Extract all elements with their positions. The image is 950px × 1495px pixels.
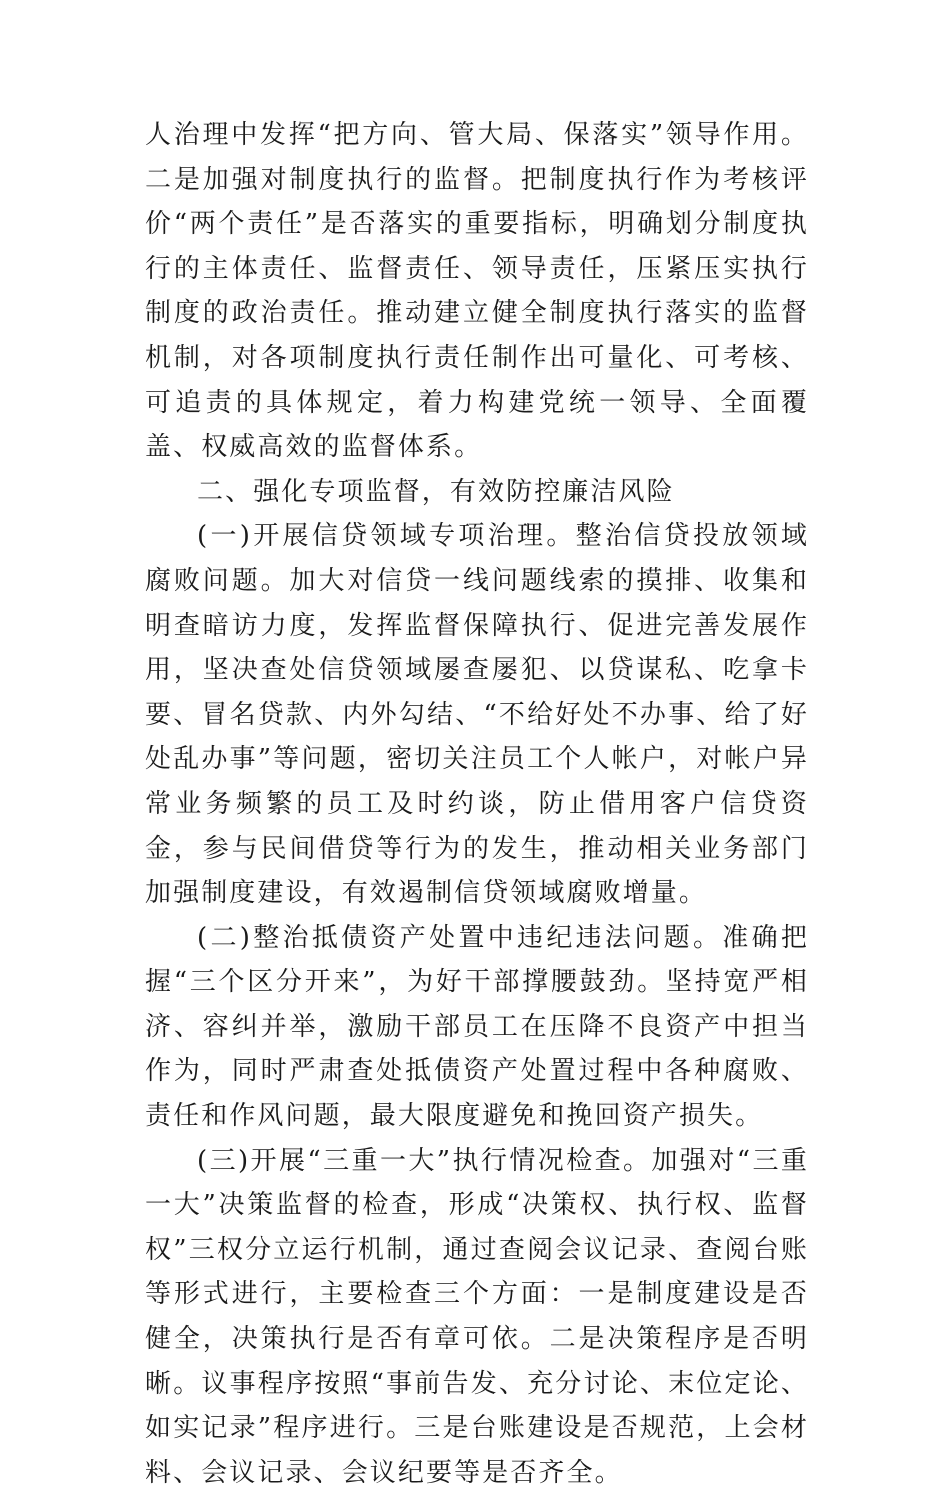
paragraph-item-1: (一)开展信贷领域专项治理。整治信贷投放领域腐败问题。加大对信贷一线问题线索的摸排、收集和明查暗访力度，发挥监督保障执行、促进完善发展作用，坚决查处信贷领域屡查屡犯、以贷谋私、吃拿卡要、冒名贷款、内外勾结、“不给好处不办事、给了好处乱办事”等问题，密切关注员工个人帐户，对帐户异常业务频繁的员工及时约谈，防止借用客户信贷资金，参与民间借贷等行为的发生，推动相关业务部门加强制度建设，有效遏制信贷领域腐败增量。 — [145, 521, 809, 909]
paragraph-continuation: 人治理中发挥“把方向、管大局、保落实”领导作用。二是加强对制度执行的监督。把制度执行作为考核评价“两个责任”是否落实的重要指标，明确划分制度执行的主体责任、监督责任、领导责任，压紧压实执行制度的政治责任。推动建立健全制度执行落实的监督机制，对各项制度执行责任制作出可量化、可考核、可追责的具体规定，着力构建党统一领导、全面覆盖、权威高效的监督体系。 — [145, 120, 809, 463]
document-body — [145, 113, 809, 1495]
paragraph-item-2: (二)整治抵债资产处置中违纪违法问题。准确把握“三个区分开来”，为好干部撑腰鼓劲。坚持宽严相济、容纠并举，激励干部员工在压降不良资产中担当作为，同时严肃查处抵债资产处置过程中各种腐败、责任和作风问题，最大限度避免和挽回资产损失。 — [145, 922, 809, 1132]
paragraph-item-3: (三)开展“三重一大”执行情况检查。加强对“三重一大”决策监督的检查，形成“决策权、执行权、监督权”三权分立运行机制，通过查阅会议记录、查阅台账等形式进行，主要检查三个方面：一是制度建设是否健全，决策执行是否有章可依。二是决策程序是否明晰。议事程序按照“事前告发、充分讨论、末位定论、如实记录”程序进行。三是台账建设是否规范，上会材料、会议记录、会议纪要等是否齐全。 — [145, 1145, 809, 1488]
section-heading: 二、强化专项监督，有效防控廉洁风险 — [197, 476, 675, 507]
